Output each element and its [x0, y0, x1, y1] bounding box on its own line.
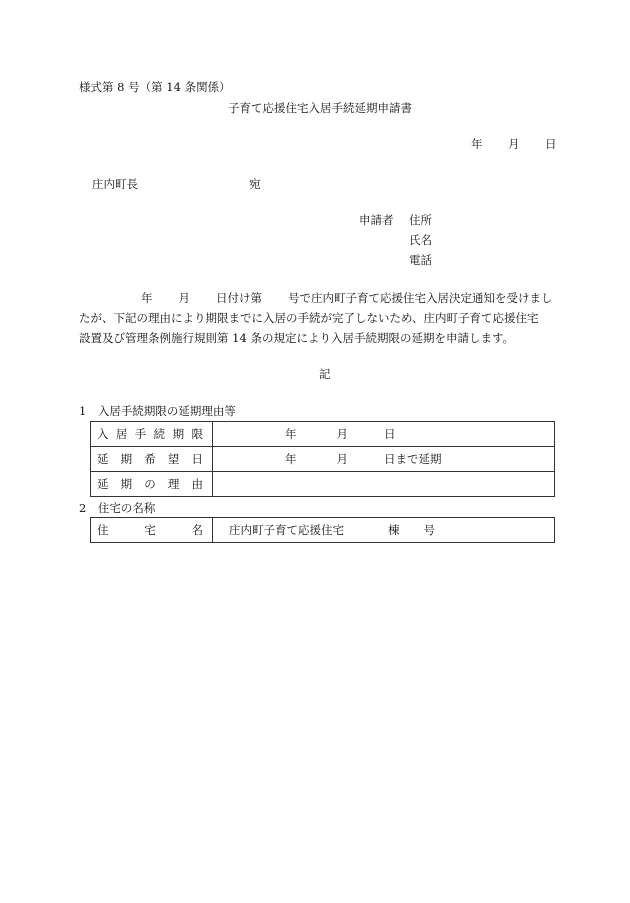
label-char: の [144, 477, 156, 491]
applicant-name-label: 氏名 [409, 233, 432, 247]
applicant-label: 申請者 [359, 213, 394, 227]
table-row [91, 472, 555, 497]
applicant-phone-label: 電話 [409, 253, 432, 267]
ki-heading: 記 [319, 367, 331, 381]
label-char: 理 [167, 477, 180, 491]
paragraph-line-3: 設置及び管理条例施行規則第 14 条の規定により入居手続期限の延期を申請します。 [79, 331, 515, 345]
label-char: 入 [97, 427, 109, 441]
para-line1-rest: 号で庄内町子育て応援住宅入居決定通知を受けまし [288, 291, 553, 305]
label-char: 期 [120, 452, 133, 466]
date-year: 年 [471, 137, 483, 151]
reason-field[interactable] [213, 472, 555, 497]
section2-heading: 2 住宅の名称 [79, 501, 156, 515]
move-in-deadline-field[interactable] [213, 422, 555, 447]
housing-name-field[interactable] [213, 518, 555, 543]
table-row [91, 447, 555, 472]
label-char: 日 [191, 452, 203, 466]
desired-date-field[interactable] [213, 447, 555, 472]
label-chars [97, 426, 203, 442]
label-char: 期 [120, 477, 133, 491]
extension-table [90, 421, 555, 497]
document-title: 子育て応援住宅入居手続延期申請書 [228, 101, 412, 115]
label-chars [97, 476, 203, 492]
addressee-suffix: 宛 [249, 177, 261, 191]
addressee-name: 庄内町長 [92, 177, 138, 191]
label-char: 由 [191, 477, 203, 491]
row-label-desired-date [91, 447, 213, 472]
building-label: 棟 [388, 523, 400, 537]
table-row [91, 518, 555, 543]
row-label-housing-name [91, 518, 213, 543]
label-char: 名 [191, 523, 203, 537]
label-chars [97, 451, 203, 467]
para-year: 年 [141, 291, 153, 305]
table-row [91, 422, 555, 447]
applicant-address-label: 住所 [409, 213, 432, 227]
label-char: 限 [191, 427, 203, 441]
date-day: 日 [545, 137, 557, 151]
label-char: 期 [172, 427, 185, 441]
label-char: 延 [97, 477, 109, 491]
label-char: 居 [115, 427, 128, 441]
cell-year: 年 [285, 427, 297, 441]
row-label-reason [91, 472, 213, 497]
label-char: 希 [144, 452, 156, 466]
para-month: 月 [178, 291, 190, 305]
body-paragraph [79, 288, 567, 348]
date-month: 月 [508, 137, 520, 151]
label-char: 望 [167, 452, 180, 466]
label-char: 手 [134, 427, 147, 441]
unit-label: 号 [423, 523, 435, 537]
housing-name: 庄内町子育て応援住宅 [229, 523, 344, 537]
label-char: 延 [97, 452, 109, 466]
label-char: 続 [153, 427, 166, 441]
para-day-no: 日付け第 [216, 291, 262, 305]
label-chars [97, 522, 203, 538]
row-label-move-in-deadline [91, 422, 213, 447]
paragraph-line-1 [79, 288, 567, 308]
housing-table [90, 517, 555, 543]
paragraph-line-2: たが、下記の理由により期限までに入居の手続が完了しないため、庄内町子育て応援住宅 [79, 311, 539, 325]
form-number: 様式第 8 号（第 14 条関係） [79, 80, 231, 94]
section1-heading: 1 入居手続期限の延期理由等 [79, 404, 236, 418]
cell-day: 日 [384, 427, 396, 441]
cell-month: 月 [336, 427, 348, 441]
cell-day-extend: 日まで延期 [384, 452, 442, 466]
cell-year: 年 [285, 452, 297, 466]
label-char: 宅 [144, 523, 156, 537]
cell-month: 月 [336, 452, 348, 466]
label-char: 住 [97, 523, 109, 537]
